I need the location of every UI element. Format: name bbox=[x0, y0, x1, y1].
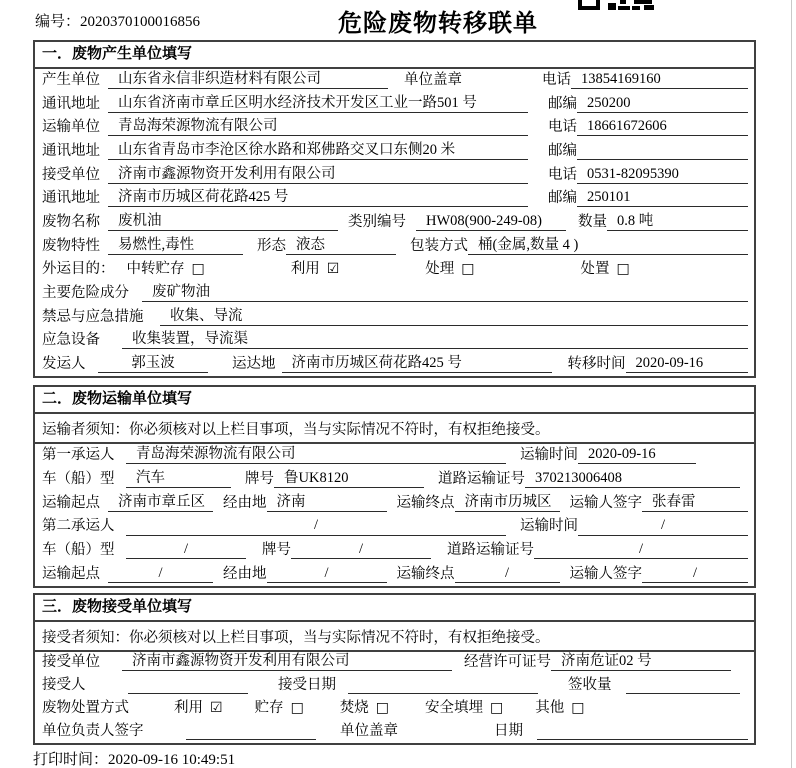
row-waste-property bbox=[35, 234, 754, 258]
doc-number-value: 2020370100016856 bbox=[80, 14, 201, 30]
generator-phone-value: 13854169160 bbox=[571, 70, 748, 89]
field-label: 日期 bbox=[494, 722, 523, 739]
checkbox-unchecked-icon: □ bbox=[191, 260, 205, 277]
carrier-signature-2-value: / bbox=[642, 564, 748, 583]
waste-property-value: 易燃性,毒性 bbox=[108, 236, 243, 255]
section-receiver-heading: 三．废物接受单位填写 bbox=[35, 595, 754, 622]
checkbox-checked-icon: ☑ bbox=[326, 260, 340, 277]
purpose-option-treat bbox=[425, 260, 474, 279]
generator-zip-value: 250200 bbox=[577, 94, 748, 113]
field-label: 运输人签字 bbox=[569, 565, 642, 582]
hazard-components-value: 废矿物油 bbox=[142, 283, 748, 302]
waste-form-value: 液态 bbox=[286, 236, 396, 255]
section-transport bbox=[33, 385, 756, 588]
option-label: 中转贮存 bbox=[126, 260, 185, 277]
transport-date-value: 2020-09-16 bbox=[578, 445, 696, 464]
road-permit-value: 370213006408 bbox=[525, 469, 740, 488]
transport-date-2-value: / bbox=[578, 516, 748, 535]
page-edge-line bbox=[791, 0, 792, 768]
print-time bbox=[33, 748, 235, 768]
row-second-carrier bbox=[35, 515, 754, 539]
receiver-address-value: 济南市历城区荷花路425 号 bbox=[108, 188, 528, 207]
row-first-carrier bbox=[35, 444, 754, 468]
disposal-option-incinerate bbox=[340, 699, 389, 718]
purpose-option-dispose bbox=[581, 260, 630, 279]
waste-code-value: HW08(900-249-08) bbox=[416, 212, 566, 231]
generator-address-value: 山东省济南市章丘区明水经济技术开发区工业一路501 号 bbox=[108, 94, 528, 113]
print-time-label: 打印时间： bbox=[33, 752, 109, 768]
transporter-notice: 运输者须知：你必须核对以上栏目事项，当与实际情况不符时，有权拒绝接受。 bbox=[35, 414, 754, 444]
field-label: 经由地 bbox=[223, 565, 267, 582]
field-label: 运输起点 bbox=[42, 494, 100, 511]
receiver-unit-value: 济南市鑫源物资开发利用有限公司 bbox=[108, 165, 528, 184]
field-label: 废物名称 bbox=[42, 213, 100, 230]
row-vehicle-1 bbox=[35, 467, 754, 491]
field-label: 应急设备 bbox=[42, 332, 100, 349]
transporter-zip-value bbox=[577, 159, 748, 160]
field-label: 车（船）型 bbox=[42, 470, 115, 487]
option-label: 焚烧 bbox=[339, 699, 369, 716]
field-label: 运输人签字 bbox=[569, 494, 642, 511]
accept-date-value bbox=[348, 693, 538, 694]
field-label: 电话 bbox=[548, 119, 577, 136]
field-label: 牌号 bbox=[262, 542, 291, 559]
option-label: 利用 bbox=[174, 699, 203, 716]
license-number-value: 济南危证02 号 bbox=[551, 652, 731, 671]
field-label: 形态 bbox=[257, 237, 286, 254]
row-route-1 bbox=[35, 491, 754, 515]
received-quantity-value bbox=[626, 693, 741, 694]
field-label: 邮编 bbox=[548, 190, 577, 207]
stamp-label: 单位盖章 bbox=[340, 722, 398, 739]
field-label: 接受日期 bbox=[278, 677, 336, 694]
field-label: 废物处置方式 bbox=[42, 700, 129, 716]
purpose-option-storage bbox=[127, 260, 205, 279]
shipper-value: 郭玉波 bbox=[98, 354, 208, 373]
stamp-label: 单位盖章 bbox=[404, 72, 462, 89]
row-route-2 bbox=[35, 562, 754, 586]
field-label: 第二承运人 bbox=[42, 518, 115, 535]
row-generator-address bbox=[35, 92, 754, 116]
field-label: 主要危险成分 bbox=[42, 284, 129, 301]
carrier-signature-value: 张春雷 bbox=[642, 493, 748, 512]
field-label: 签收量 bbox=[568, 677, 612, 694]
transporter-phone-value: 18661672606 bbox=[577, 117, 748, 136]
receiver-notice: 接受者须知：你必须核对以上栏目事项，当与实际情况不符时，有权拒绝接受。 bbox=[35, 622, 754, 652]
field-label: 电话 bbox=[542, 72, 571, 89]
field-label: 通讯地址 bbox=[42, 143, 100, 159]
doc-number-label: 编号： bbox=[35, 14, 81, 30]
field-label: 通讯地址 bbox=[42, 190, 100, 207]
print-time-value: 2020-09-16 10:49:51 bbox=[108, 752, 236, 768]
packaging-value: 桶(金属,数量 4 ) bbox=[468, 236, 748, 255]
qr-code-icon bbox=[578, 0, 654, 10]
responsible-signature-value bbox=[186, 739, 316, 740]
field-label: 产生单位 bbox=[42, 72, 100, 89]
field-label: 邮编 bbox=[548, 143, 577, 159]
row-emergency-equipment bbox=[35, 329, 754, 353]
field-label: 运输单位 bbox=[42, 119, 100, 136]
option-label: 其他 bbox=[535, 699, 565, 716]
field-label: 运输终点 bbox=[396, 565, 455, 582]
plate-number-2-value: / bbox=[291, 540, 431, 559]
plate-number-value: 鲁UK8120 bbox=[274, 469, 424, 488]
option-label: 贮存 bbox=[254, 699, 284, 716]
field-label: 数量 bbox=[578, 213, 607, 230]
waste-quantity-value: 0.8 吨 bbox=[607, 212, 748, 231]
checkbox-unchecked-icon: □ bbox=[461, 260, 475, 277]
row-vehicle-2 bbox=[35, 539, 754, 563]
first-carrier-value: 青岛海荣源物流有限公司 bbox=[126, 445, 506, 464]
vehicle-type-value: 汽车 bbox=[126, 469, 231, 488]
via-2-value: / bbox=[267, 564, 387, 583]
field-label: 接受单位 bbox=[42, 166, 100, 183]
checkbox-unchecked-icon: □ bbox=[290, 699, 304, 716]
section-generator bbox=[33, 40, 756, 378]
section-receiver bbox=[33, 593, 756, 745]
field-label: 转移时间 bbox=[567, 355, 626, 372]
road-permit-2-value: / bbox=[534, 540, 748, 559]
origin-2-value: / bbox=[108, 564, 213, 583]
option-label: 利用 bbox=[290, 260, 320, 277]
field-label: 废物特性 bbox=[42, 237, 100, 254]
accept-unit-value: 济南市鑫源物资开发利用有限公司 bbox=[122, 652, 452, 671]
page-title: 危险废物转移联单 bbox=[338, 11, 538, 37]
field-label: 牌号 bbox=[245, 470, 274, 487]
vehicle-type-2-value: / bbox=[126, 540, 246, 559]
emergency-measures-value: 收集、导流 bbox=[160, 307, 748, 326]
section-generator-heading: 一．废物产生单位填写 bbox=[35, 42, 754, 69]
field-label: 接受单位 bbox=[42, 654, 100, 671]
row-transfer-purpose bbox=[35, 258, 754, 282]
option-label: 处理 bbox=[425, 260, 455, 277]
disposal-option-other bbox=[535, 699, 584, 718]
field-label: 邮编 bbox=[548, 95, 577, 112]
waste-name-value: 废机油 bbox=[108, 212, 338, 231]
section-transport-rows bbox=[35, 444, 754, 587]
row-receiver-unit bbox=[35, 163, 754, 187]
checkbox-unchecked-icon: □ bbox=[616, 260, 630, 277]
field-label: 类别编号 bbox=[348, 213, 406, 230]
checkbox-unchecked-icon: □ bbox=[490, 699, 504, 716]
endpoint-value: 济南市历城区 bbox=[455, 493, 560, 512]
receiver-phone-value: 0531-82095390 bbox=[577, 165, 748, 184]
disposal-option-utilize bbox=[174, 699, 223, 718]
generator-unit-value: 山东省永信非织造材料有限公司 bbox=[108, 70, 388, 89]
checkbox-unchecked-icon: □ bbox=[571, 699, 585, 716]
field-label: 运输时间 bbox=[520, 518, 578, 535]
disposal-option-landfill bbox=[425, 699, 503, 718]
field-label: 发运人 bbox=[42, 355, 86, 372]
checkbox-unchecked-icon: □ bbox=[375, 699, 390, 716]
row-waste-name bbox=[35, 210, 754, 234]
row-generator-unit bbox=[35, 69, 754, 93]
section-transport-heading: 二．废物运输单位填写 bbox=[35, 387, 754, 414]
row-hazard-components bbox=[35, 281, 754, 305]
transporter-address-value: 山东省青岛市李沧区徐水路和郑佛路交叉口东侧20 米 bbox=[108, 141, 528, 160]
row-transporter-unit bbox=[35, 116, 754, 140]
field-label: 经由地 bbox=[223, 494, 267, 511]
row-accept-unit bbox=[35, 652, 754, 675]
field-label: 运输起点 bbox=[42, 565, 100, 582]
field-label: 第一承运人 bbox=[42, 447, 115, 464]
field-label: 经营许可证号 bbox=[464, 654, 551, 671]
receiver-zip-value: 250101 bbox=[577, 188, 748, 207]
field-label: 包装方式 bbox=[410, 237, 468, 254]
checkbox-checked-icon: ☑ bbox=[210, 699, 223, 716]
via-value: 济南 bbox=[267, 493, 387, 512]
field-label: 车（船）型 bbox=[42, 542, 115, 559]
field-label: 道路运输证号 bbox=[447, 542, 534, 559]
origin-value: 济南市章丘区 bbox=[108, 493, 213, 512]
section-generator-rows bbox=[35, 69, 754, 377]
field-label: 禁忌与应急措施 bbox=[42, 308, 144, 325]
transfer-date-value: 2020-09-16 bbox=[626, 354, 749, 373]
option-label: 处置 bbox=[580, 260, 610, 277]
transporter-unit-value: 青岛海荣源物流有限公司 bbox=[108, 117, 528, 136]
row-responsible-signature bbox=[35, 720, 754, 743]
field-label: 接受人 bbox=[42, 677, 86, 694]
emergency-equipment-value: 收集装置，导流渠 bbox=[122, 330, 748, 349]
destination-value: 济南市历城区荷花路425 号 bbox=[282, 354, 552, 373]
row-shipper bbox=[35, 352, 754, 376]
row-disposal-method bbox=[35, 697, 754, 720]
disposal-option-storage bbox=[255, 699, 304, 718]
receive-date-value bbox=[537, 739, 748, 740]
accept-person-value bbox=[128, 693, 248, 694]
row-emergency-measures bbox=[35, 305, 754, 329]
field-label: 运输时间 bbox=[520, 447, 578, 464]
endpoint-2-value: / bbox=[455, 564, 560, 583]
section-receiver-rows bbox=[35, 652, 754, 744]
purpose-option-utilize bbox=[291, 260, 340, 279]
field-label: 道路运输证号 bbox=[438, 470, 525, 487]
row-transporter-address bbox=[35, 139, 754, 163]
row-accept-person bbox=[35, 674, 754, 697]
second-carrier-value: / bbox=[126, 516, 506, 535]
field-label: 单位负责人签字 bbox=[42, 722, 144, 739]
field-label: 外运目的： bbox=[42, 261, 115, 278]
option-label: 安全填埋 bbox=[425, 699, 484, 716]
field-label: 运达地 bbox=[232, 355, 276, 372]
row-receiver-address bbox=[35, 187, 754, 211]
field-label: 运输终点 bbox=[396, 494, 455, 511]
field-label: 通讯地址 bbox=[42, 95, 100, 112]
field-label: 电话 bbox=[548, 166, 577, 183]
